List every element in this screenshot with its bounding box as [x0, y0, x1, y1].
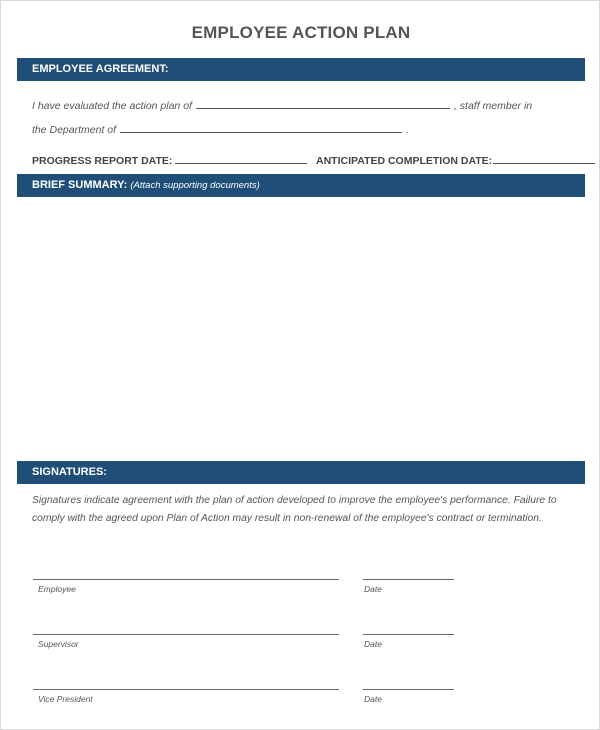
signatures-header: SIGNATURES:: [17, 461, 585, 484]
page-title: EMPLOYEE ACTION PLAN: [191, 23, 411, 42]
employee-signature-line[interactable]: [33, 579, 339, 580]
line2-suffix: .: [406, 124, 409, 136]
supervisor-date-label: Date: [364, 639, 382, 649]
completion-label: ANTICIPATED COMPLETION DATE:: [316, 155, 493, 167]
line1-suffix: , staff member in: [453, 100, 533, 112]
employee-date-label: Date: [364, 584, 382, 594]
summary-area[interactable]: [17, 201, 585, 456]
summary-note: (Attach supporting documents): [130, 180, 260, 191]
progress-label: PROGRESS REPORT DATE:: [32, 155, 173, 167]
staff-name-field[interactable]: [196, 98, 450, 109]
vice-president-date-label: Date: [364, 694, 382, 704]
vice-president-date-line[interactable]: [363, 689, 454, 690]
signatures-text: Signatures indicate agreement with the plan of action developed to improve the employee's performance. Failure to comply with the agreed upon Plan of Action may result in non-renewal of the employee's contract or termination.: [32, 495, 557, 524]
vice-president-signature-line[interactable]: [33, 689, 339, 690]
line1-prefix: I have evaluated the action plan of: [32, 100, 192, 112]
brief-summary-header: [17, 174, 585, 197]
employee-label: Employee: [38, 584, 76, 594]
anticipated-completion-date: [316, 153, 595, 167]
employee-date-line[interactable]: [363, 579, 454, 580]
vice-president-label: Vice President: [38, 694, 93, 704]
completion-date-field[interactable]: [493, 153, 595, 164]
progress-date-field[interactable]: [175, 153, 307, 164]
agreement-line-2: [32, 122, 409, 136]
summary-title: BRIEF SUMMARY:: [32, 179, 128, 191]
supervisor-label: Supervisor: [38, 639, 79, 649]
supervisor-signature-line[interactable]: [33, 634, 339, 635]
line2-prefix: the Department of: [32, 124, 117, 136]
department-field[interactable]: [120, 122, 402, 133]
agreement-line-1: [32, 98, 532, 112]
supervisor-date-line[interactable]: [363, 634, 454, 635]
progress-report-date: [32, 153, 311, 167]
employee-agreement-header: EMPLOYEE AGREEMENT:: [17, 58, 585, 81]
